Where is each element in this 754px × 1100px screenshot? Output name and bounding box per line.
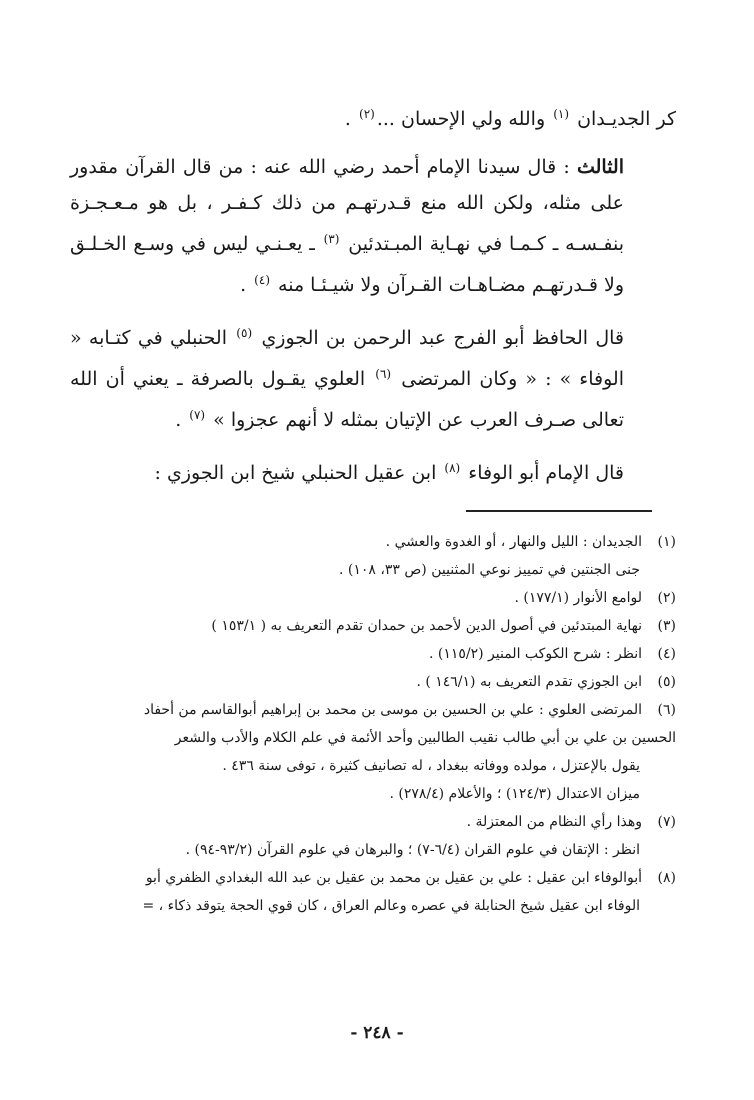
footnote-line: الوفاء ابن عقيل شيخ الحنابلة في عصره وعالم العراق ، كان قوي الحجة يتوقد ذكاء ، = (142, 898, 640, 914)
footnote-ref[interactable]: (٦) (375, 367, 392, 381)
footnote-line: (٦)المرتضى العلوي : علي بن الحسين بن موسى بن محمد بن إبراهيم أبوالقاسم من أحفاد (143, 702, 676, 718)
main-text (70, 96, 676, 491)
footnote-ref[interactable]: (١) (553, 107, 570, 121)
section-label: الثالث (576, 156, 624, 178)
footnote-line: (٨)أبوالوفاء ابن عقيل : علي بن عقيل بن محمد بن عقيل بن عبد الله البغدادي الظفري أبو (145, 870, 676, 886)
paragraph-ibn-jawzi: قال الحافظ أبو الفرج عبد الرحمن بن الجوزي $^{(٥)}$ الحنبلي في كتـابه « الوفاء » : « وكان المرتضى $^{(٦)}$ العلوي يقـول بالصرفة ـ يعني أن الله تعالى صـرف العرب عن الإتيان بمثله لا أنهم عجزوا » $^{(٧)}$ . (70, 326, 624, 431)
footnote-ref[interactable]: (٢) (359, 107, 375, 121)
footnote-ref[interactable]: (٧) (189, 408, 206, 422)
footnote-line: (٣)نهاية المبتدئين في أصول الدين لأحمد بن حمدان تقدم التعريف به ( ١٥٣/١ ) (211, 618, 676, 634)
footnote-ref[interactable]: (٣) (323, 232, 340, 246)
footnote-line: (١)الجديدان : الليل والنهار ، أو الغدوة والعشي . (385, 534, 676, 550)
paragraph-ibn-aqil: قال الإمام أبو الوفاء $^{(٨)}$ ابن عقيل الحنبلي شيخ ابن الجوزي : (154, 461, 624, 484)
page-number: - ٢٤٨ - (350, 1023, 404, 1043)
footnote-ref[interactable]: (٤) (254, 273, 270, 287)
footnote-line: يقول بالإعتزل ، مولده ووفاته ببغداد ، له تصانيف كثيرة ، توفى سنة ٤٣٦ . (222, 758, 640, 774)
footnote-line: (٤)انظر : شرح الكوكب المنير (١١٥/٢) . (428, 646, 676, 662)
paragraph-continuation: كر الجديـدان $^{(١)}$ والله ولي الإحسان ...$^{(٢)}$ . (344, 107, 676, 130)
footnote-line: ميزان الاعتدال (١٢٤/٣) ؛ والأعلام (٢٧٨/٤) . (389, 786, 640, 802)
footnotes (52, 528, 676, 920)
footnote-line: جنى الجنتين في تمييز نوعي المثنيين (ص ٣٣، ١٠٨) . (338, 562, 640, 578)
footnote-line: الحسين بن علي بن أبي طالب نقيب الطالبين وأحد الأئمة في علم الكلام والأدب والشعر (174, 730, 676, 746)
footnote-line: (٥)ابن الجوزي تقدم التعريف به (١٤٦/١ ) . (416, 674, 676, 690)
footnote-line: (٢)لوامع الأنوار (١٧٧/١) . (514, 590, 676, 606)
footnote-line: انظر : الإتقان في علوم القران (٦/٤-٧) ؛ والبرهان في علوم القرآن (٩٣/٢-٩٤) . (185, 842, 640, 858)
paragraph-third: الثالث : قال سيدنا الإمام أحمد رضي الله عنه : من قال القرآن مقدور على مثله، ولكن الله منع قـدرتهـم من ذلك كـفـر ، بل هو مـعـجـزة بنفـسـه ـ كـمـا في نهـاية المبـتدئين $^{(٣)}$ ـ يعـنـي ليس في وسـع الخـلـق ولا قـدرتهـم مضـاهـات القـرآن ولا شيـئـا منه $^{(٤)}$ . (70, 156, 624, 296)
footnote-separator (466, 510, 652, 512)
footnote-line: (٧)وهذا رأي النظام من المعتزلة . (466, 814, 676, 830)
footnote-ref[interactable]: (٥) (236, 326, 253, 340)
footnote-ref[interactable]: (٨) (444, 461, 461, 475)
